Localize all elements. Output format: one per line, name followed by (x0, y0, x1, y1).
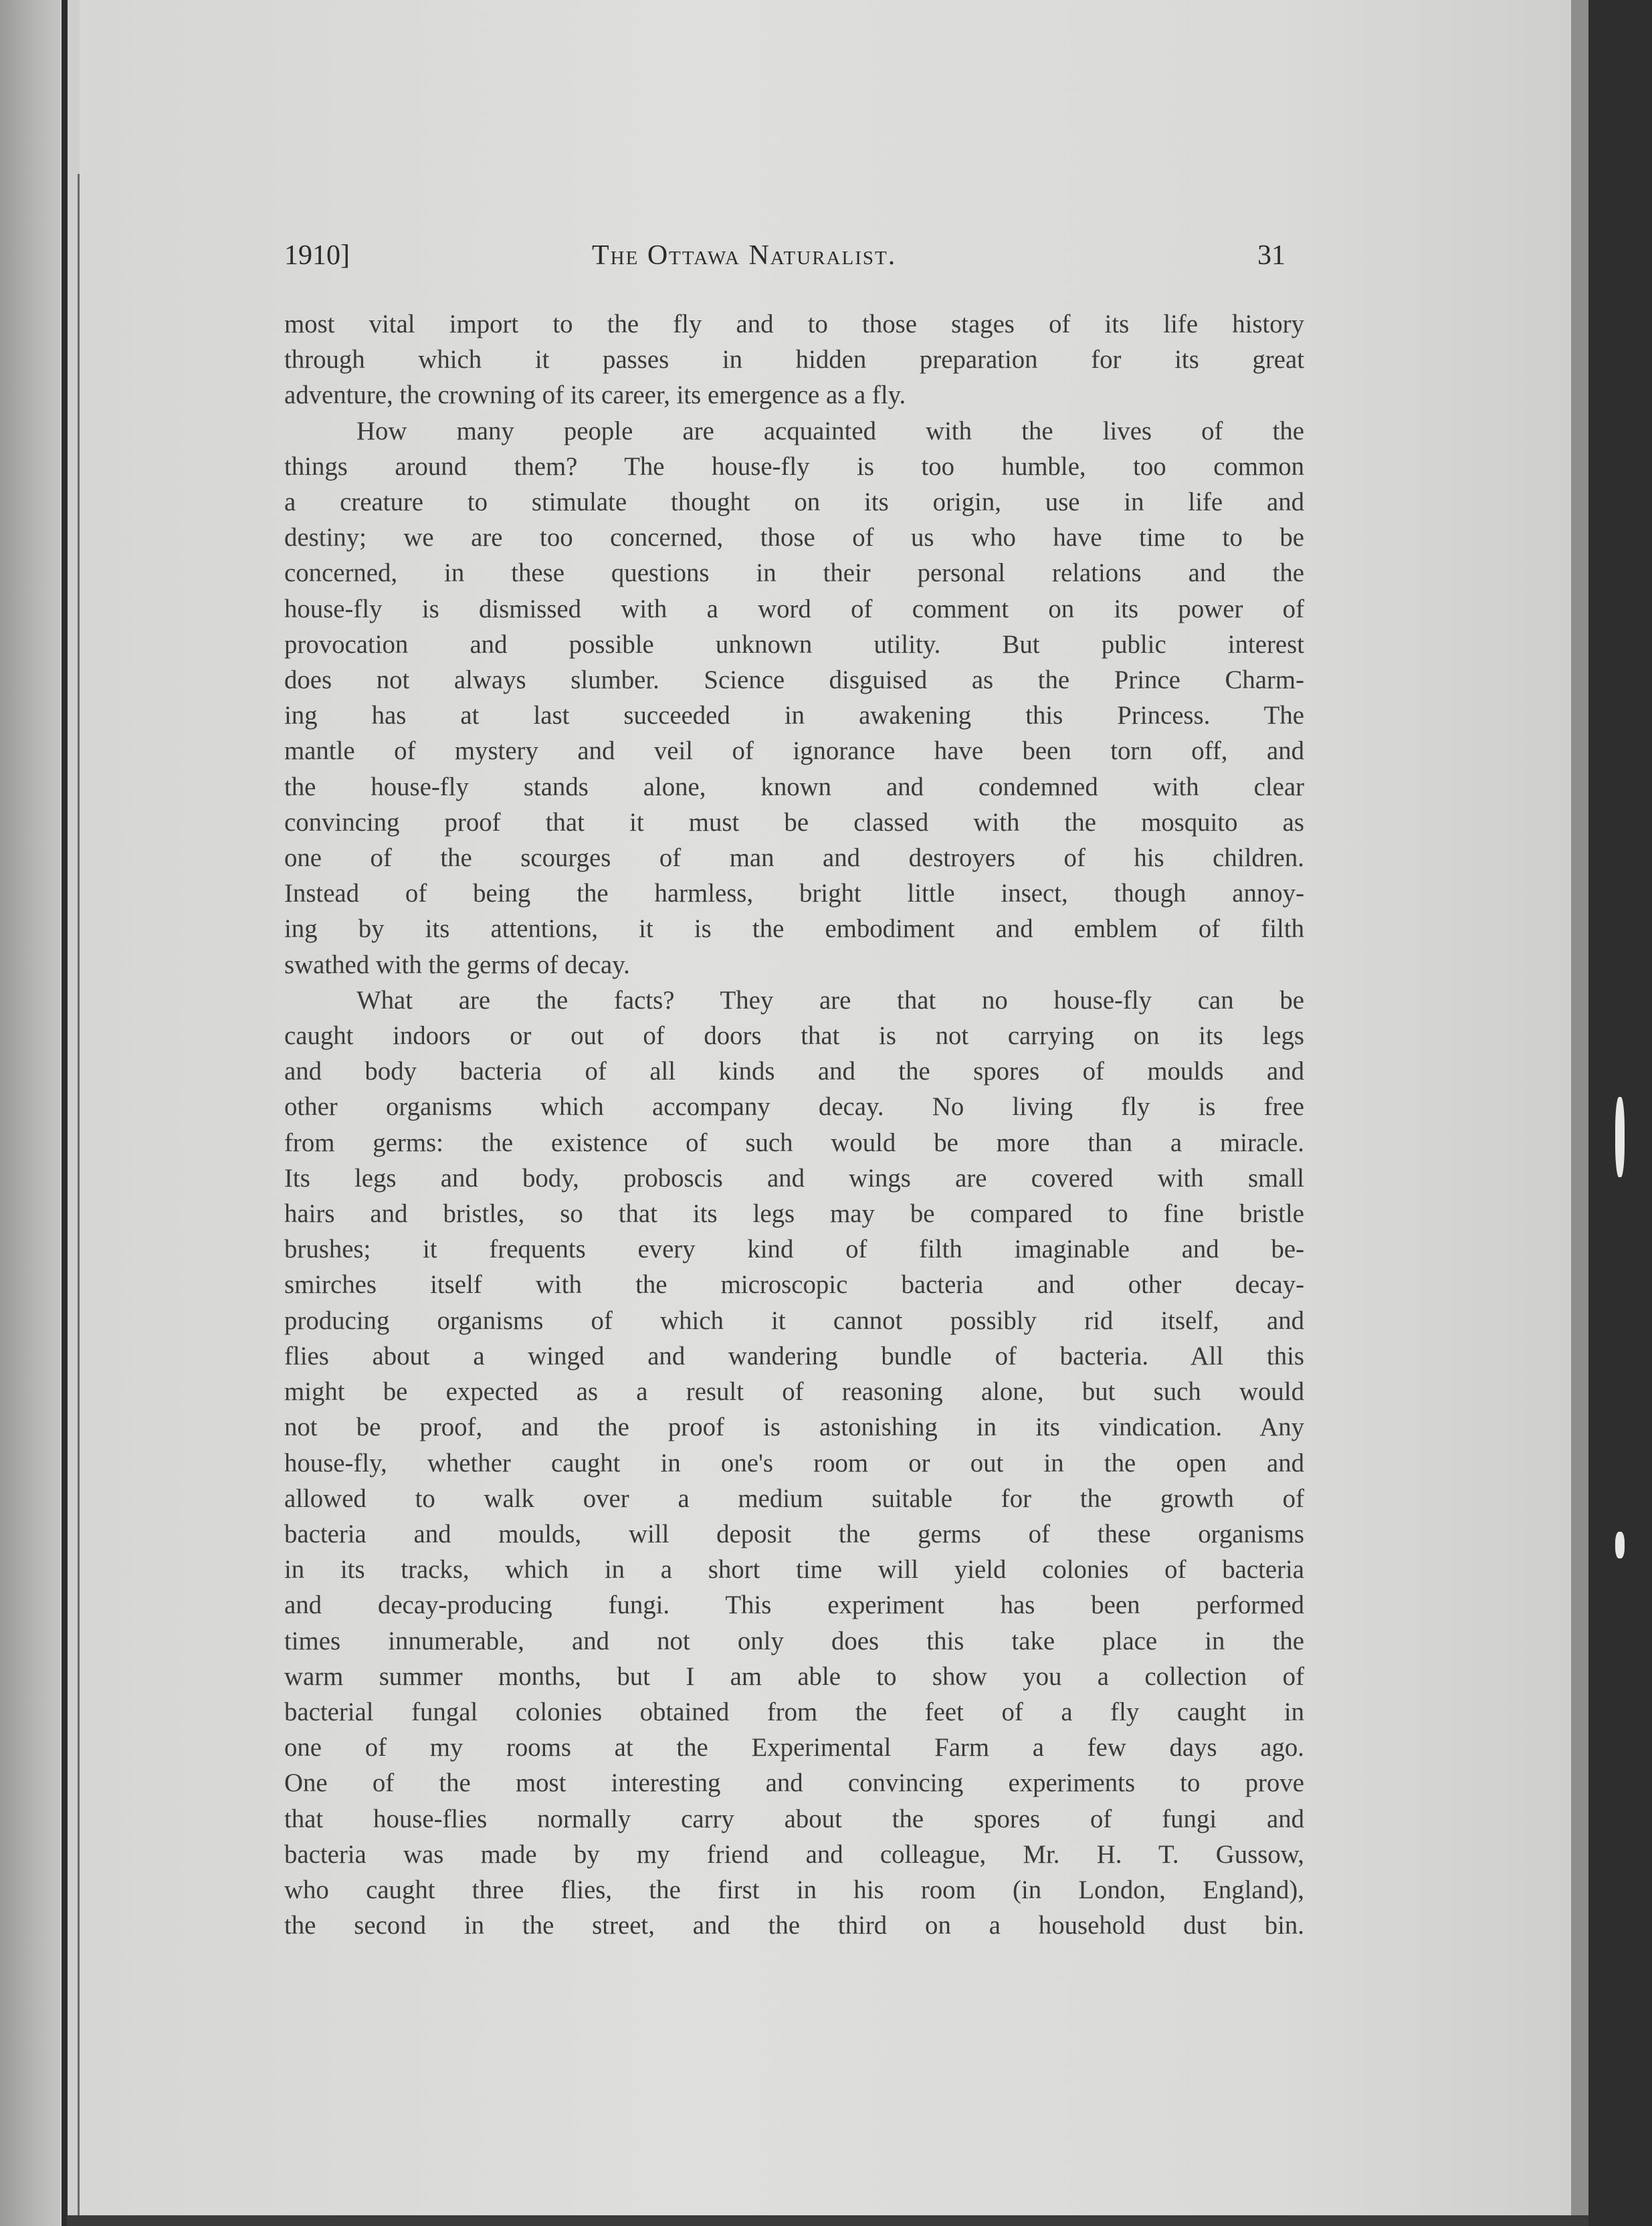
text-line: times innumerable, and not only does this take place in the (284, 1626, 1304, 1655)
text-line: bacteria was made by my friend and colleague, Mr. H. T. Gussow, (284, 1839, 1304, 1869)
text-line: most vital import to the fly and to those stages of its life history (284, 310, 1304, 338)
running-head (284, 239, 1287, 280)
text-line: What are the facts? They are that no house-fly can be (356, 985, 1304, 1015)
text-line: Instead of being the harmless, bright little insect, though annoy- (284, 879, 1304, 908)
text-line: from germs: the existence of such would be more than a miracle. (284, 1128, 1304, 1157)
page-bottom-edge (67, 2215, 1588, 2226)
text-line: hairs and bristles, so that its legs may be compared to fine bristle (284, 1199, 1304, 1229)
text-line: concerned, in these questions in their personal relations and the (284, 559, 1304, 588)
text-line: and decay-producing fungi. This experiment has been performed (284, 1591, 1304, 1620)
text-line: allowed to walk over a medium suitable for the growth of (284, 1484, 1304, 1513)
text-line: does not always slumber. Science disguised as the Prince Charm- (284, 666, 1304, 695)
text-line: flies about a winged and wandering bundle of bacteria. All this (284, 1341, 1304, 1371)
text-line: caught indoors or out of doors that is not carrying on its legs (284, 1021, 1304, 1051)
text-line: that house-flies normally carry about the spores of fungi and (284, 1804, 1304, 1833)
text-line: one of the scourges of man and destroyers of his children. (284, 843, 1304, 873)
text-line: not be proof, and the proof is astonishing in its vindication. Any (284, 1413, 1304, 1442)
text-line: ing by its attentions, it is the embodiment and emblem of filth (284, 914, 1304, 944)
text-line: other organisms which accompany decay. No living fly is free (284, 1092, 1304, 1122)
scan-mark (1615, 1097, 1625, 1177)
page-number: 31 (1257, 240, 1285, 271)
text-line: through which it passes in hidden preparation for its great (284, 345, 1304, 375)
text-line: swathed with the germs of decay. (284, 950, 630, 979)
text-line: house-fly, whether caught in one's room or out in the open and (284, 1448, 1304, 1478)
text-line: Its legs and body, proboscis and wings are covered with small (284, 1163, 1304, 1193)
text-line: the house-fly stands alone, known and condemned with clear (284, 772, 1304, 801)
article-body (284, 306, 1304, 1943)
text-line: brushes; it frequents every kind of filth imaginable and be- (284, 1235, 1304, 1264)
scanner-left-background (0, 0, 60, 2226)
text-line: house-fly is dismissed with a word of comment on its power of (284, 594, 1304, 623)
header-year: 1910] (284, 240, 350, 271)
text-line: How many people are acquainted with the lives of the (356, 416, 1304, 445)
text-line: mantle of mystery and veil of ignorance have been torn off, and (284, 736, 1304, 766)
text-line: One of the most interesting and convincing experiments to prove (284, 1768, 1304, 1798)
journal-title: The Ottawa Naturalist. (592, 240, 897, 271)
text-line: warm summer months, but I am able to show you a collection of (284, 1661, 1304, 1691)
book-spine-edge (62, 0, 68, 2226)
text-line: a creature to stimulate thought on its origin, use in life and (284, 488, 1304, 517)
text-line: things around them? The house-fly is too humble, too common (284, 451, 1304, 481)
text-line: smirches itself with the microscopic bacteria and other decay- (284, 1270, 1304, 1300)
text-line: producing organisms of which it cannot possibly rid itself, and (284, 1306, 1304, 1335)
text-line: might be expected as a result of reasoning alone, but such would (284, 1377, 1304, 1407)
text-line: bacteria and moulds, will deposit the germs of these organisms (284, 1519, 1304, 1548)
text-line: adventure, the crowning of its career, its emergence as a fly. (284, 381, 906, 410)
page-right-edge (1571, 0, 1588, 2226)
text-line: provocation and possible unknown utility. But public interest (284, 629, 1304, 659)
text-line: and body bacteria of all kinds and the spores of moulds and (284, 1057, 1304, 1086)
text-line: convincing proof that it must be classed with the mosquito as (284, 807, 1304, 837)
text-line: bacterial fungal colonies obtained from the feet of a fly caught in (284, 1697, 1304, 1726)
text-line: destiny; we are too concerned, those of us who have time to be (284, 523, 1304, 552)
text-line: who caught three flies, the first in his room (in London, England), (284, 1875, 1304, 1904)
text-line: in its tracks, which in a short time will yield colonies of bacteria (284, 1555, 1304, 1585)
text-line: the second in the street, and the third on a household dust bin. (284, 1911, 1304, 1940)
scan-mark (1615, 1532, 1625, 1558)
text-line: ing has at last succeeded in awakening this Princess. The (284, 701, 1304, 730)
text-line: one of my rooms at the Experimental Farm a few days ago. (284, 1733, 1304, 1762)
